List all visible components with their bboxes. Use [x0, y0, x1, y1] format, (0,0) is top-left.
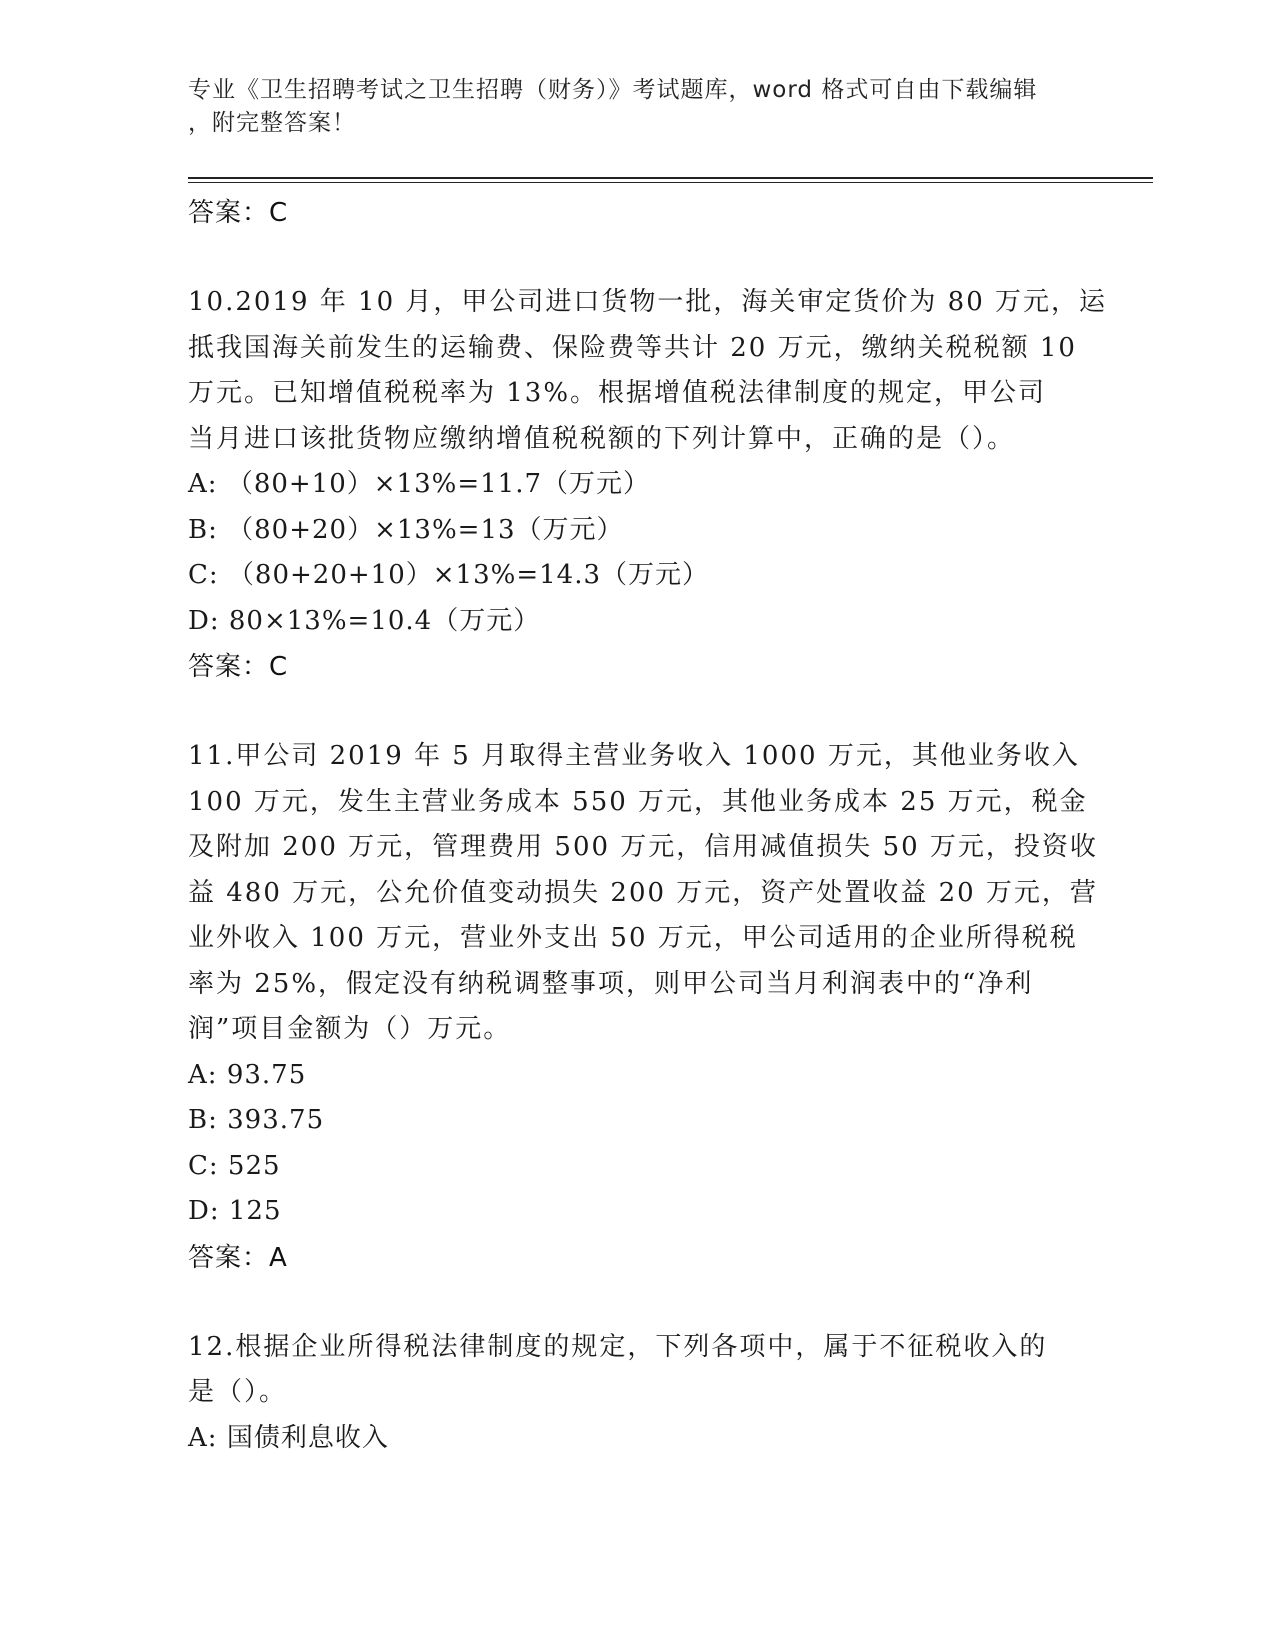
stem-line: 是（）。 [188, 1377, 288, 1407]
option-text: 525 [227, 1150, 281, 1181]
option-c [188, 1144, 1088, 1190]
stem-line: 润”项目金额为（）万元。 [188, 1014, 512, 1044]
stem-line: 率为 25%，假定没有纳税调整事项，则甲公司当月利润表中的“净利 [188, 968, 1034, 999]
option-letter: C: [188, 560, 219, 590]
stem-line: 万元。已知增值税税率为 13%。根据增值税法律制度的规定，甲公司 [188, 378, 1047, 408]
option-letter: D: [188, 605, 220, 636]
option-text: 125 [228, 1196, 282, 1226]
option-letter: B: [188, 1105, 218, 1135]
option-a [188, 462, 1088, 508]
answer-label: 答案：A [188, 1242, 288, 1273]
question-list [188, 190, 1108, 1461]
option-letter: C: [188, 1150, 219, 1181]
question-stem [188, 734, 1098, 1053]
question-10 [188, 280, 1108, 690]
option-d [188, 599, 1088, 645]
option-text: （80+10）×13%=11.7（万元） [226, 469, 651, 499]
option-letter: A: [188, 1059, 218, 1090]
option-b [188, 1098, 1088, 1144]
option-letter: B: [188, 514, 218, 545]
stem-line: 及附加 200 万元，管理费用 500 万元，信用减值损失 50 万元，投资收 [188, 832, 1098, 862]
option-text: （80+20+10）×13%=14.3（万元） [227, 560, 709, 590]
header-line: ，附完整答案！ [188, 110, 356, 136]
option-text: 393.75 [227, 1105, 325, 1135]
answer-label: 答案：C [188, 652, 289, 682]
question-12 [188, 1325, 1088, 1462]
question-stem [188, 1325, 1088, 1416]
option-text: （80+20）×13%=13（万元） [227, 514, 624, 545]
option-letter: D: [188, 1196, 220, 1226]
stem-line: 10.2019 年 10 月，甲公司进口货物一批，海关审定货价为 80 万元，运 [188, 287, 1108, 317]
header-line: 专业《卫生招聘考试之卫生招聘（财务）》考试题库，word 格式可自由下载编辑 [188, 77, 1038, 103]
stem-line: 12.根据企业所得税法律制度的规定，下列各项中，属于不征税收入的 [188, 1331, 1048, 1362]
stem-line: 抵我国海关前发生的运输费、保险费等共计 20 万元，缴纳关税税额 10 [188, 332, 1077, 363]
stem-line: 益 480 万元，公允价值变动损失 200 万元，资产处置收益 20 万元，营 [188, 877, 1098, 908]
option-a [188, 1416, 1088, 1462]
option-b [188, 508, 1088, 554]
header-divider-thin [188, 182, 1153, 183]
option-text: 80×13%=10.4（万元） [228, 605, 541, 636]
option-text: 国债利息收入 [226, 1422, 389, 1453]
stem-line: 100 万元，发生主营业务成本 550 万元，其他业务成本 25 万元，税金 [188, 786, 1088, 817]
option-d [188, 1189, 1088, 1235]
header-divider [188, 177, 1153, 179]
question-stem [188, 280, 1108, 462]
stem-line: 11.甲公司 2019 年 5 月取得主营业务收入 1000 万元，其他业务收入 [188, 741, 1080, 771]
option-text: 93.75 [226, 1059, 307, 1090]
option-c [188, 553, 1088, 599]
question-11 [188, 734, 1098, 1281]
document-header [188, 74, 1088, 140]
stem-line: 当月进口该批货物应缴纳增值税税额的下列计算中，正确的是（）。 [188, 423, 1016, 454]
option-letter: A: [188, 1422, 218, 1453]
option-letter: A: [188, 469, 218, 499]
option-a [188, 1053, 1088, 1099]
stem-line: 业外收入 100 万元，营业外支出 50 万元，甲公司适用的企业所得税税 [188, 923, 1078, 953]
answer-label: 答案：C [188, 198, 289, 228]
